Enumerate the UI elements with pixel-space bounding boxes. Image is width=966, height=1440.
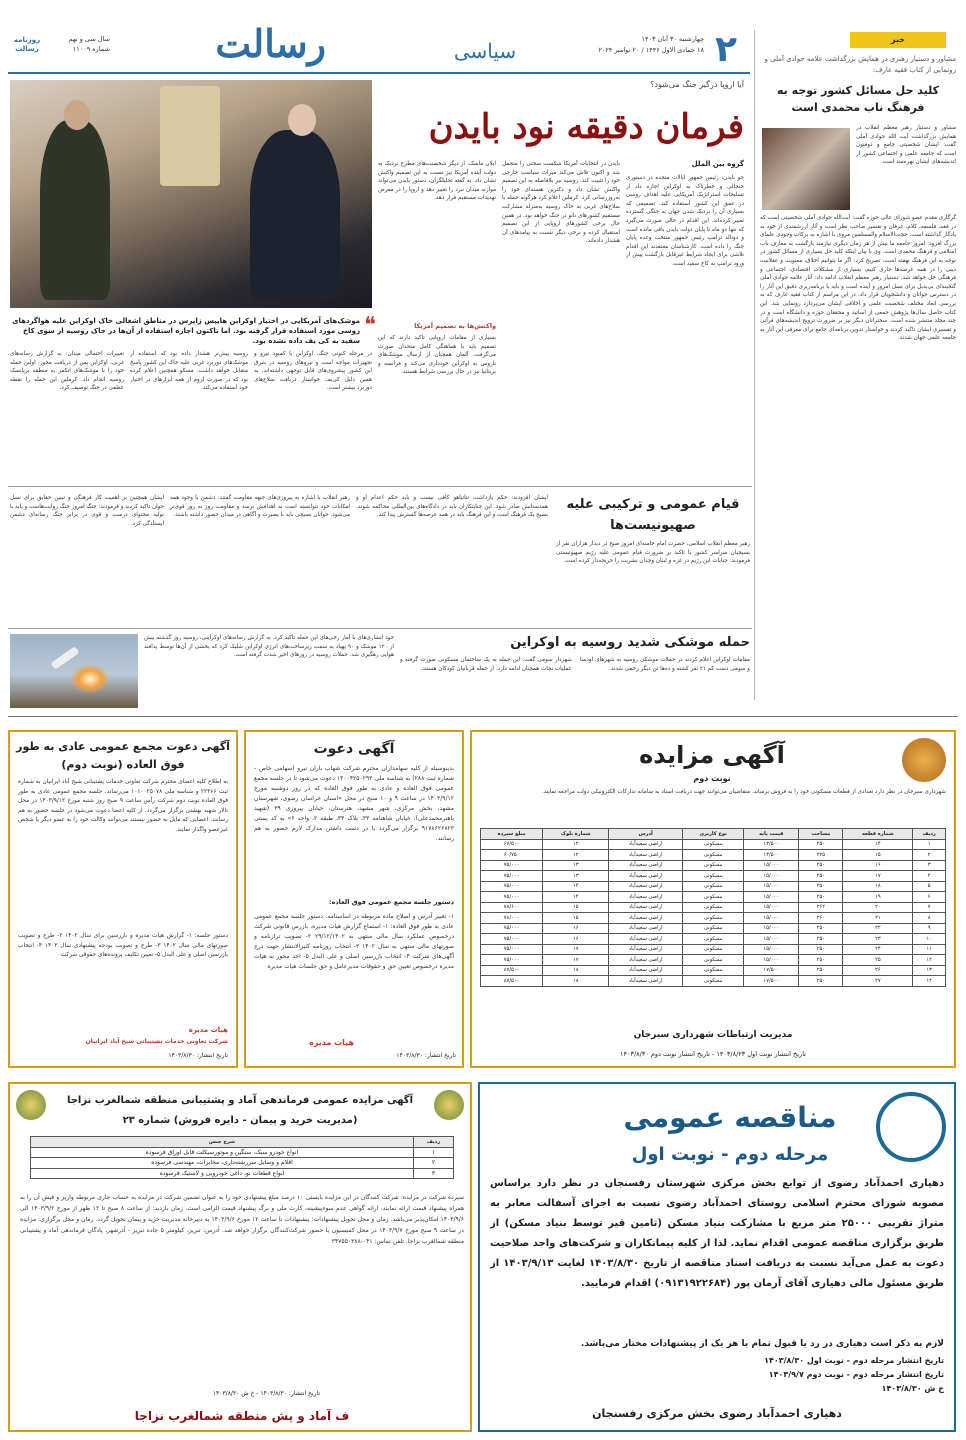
mozayede-table-cell: ۲۷ (843, 976, 913, 987)
mozayede-table-cell: ۱۴ (843, 839, 913, 850)
header-date (580, 34, 704, 64)
mozayede-table-header-cell: نوع کاربری (683, 829, 744, 840)
mozayede-table-cell: ۷۸/۶۰۰ (481, 902, 543, 913)
ad-mozayede-footer: مدیریت ارتباطات شهرداری سیرجان (633, 1030, 793, 1040)
ad-monaqese-note: لازم به ذکر است دهیاری در رد یا قبول تمام یا هر یک از پیشنهادات مختار می‌باشد. (580, 1339, 944, 1349)
main-photo (10, 80, 372, 308)
mozayede-table-row (481, 881, 946, 892)
mozayede-table-cell: ۱۲ (543, 850, 609, 861)
mozayede-table-cell: ۱۳ (543, 871, 609, 882)
mozayede-table-cell: اراضی سعیدآباد (609, 850, 683, 861)
mozayede-table-cell: مسکونی (683, 934, 744, 945)
missile-title[interactable]: حمله موشکی شدید روسیه به اوکراین (510, 635, 750, 650)
ad-monaqese-date1: تاریخ انتشار مرحله دوم - نوبت اول ۱۴۰۳/۸/۳۰ (764, 1356, 944, 1365)
mozayede-table-cell: ۲۲۵ (799, 850, 843, 861)
mozayede-table-cell: ۱۳ (543, 860, 609, 871)
mozayede-table-header-cell: شماره قطعه (843, 829, 913, 840)
ad-monaqese-title: مناقصه عمومی (623, 1101, 837, 1134)
mozayede-table-cell: ۷۸/۰۰۰ (481, 913, 543, 924)
sirjan-logo-icon (902, 738, 946, 782)
missile-col-3: خود انشاری‌های با آمار رخی‌های این حمله تاکید کرد. به گزارش رسانه‌های اوکراینی، روسیه روز گذشته بیش از ۱۲۰ موشک و ۹۰ پهپاد به سمت زیرساخت‌های انرژی اوکراین شلیک کرد که بخشی از آن‌ها توسط پدافند هوایی رهگیری شد. حملات روسیه در روزهای اخیر شدت گرفته است. (144, 635, 394, 659)
mozayede-table-row (481, 902, 946, 913)
mozayede-table-cell: ۷۵/۰۰۰ (481, 871, 543, 882)
mozayede-table-header-cell: شماره بلوک (543, 829, 609, 840)
article-col-2: بایدن در انتخابات آمریکا شکست سختی را متحمل شد و اکنون تلاش می‌کند میراث سیاست خارجی خود را تثبیت کند. روسیه نیز بلافاصله به این تصمیم واکنش نشان داد و دکترین هسته‌ای خود را به‌روزرسانی کرد. کرملین اعلام کرد هرگونه حمله با سلاح‌های غربی به خاک روسیه به‌منزله مشارکت مستقیم کشورهای ناتو در جنگ خواهد بود. در همین حال برخی کشورهای اروپایی از این تصمیم استقبال کرده و برخی دیگر نسبت به پیامدهای آن هشدار داده‌اند. (502, 161, 620, 245)
quote-icon: ❝ (364, 313, 376, 338)
ad-davat-title: آگهی دعوت (313, 741, 395, 757)
mozayede-table-cell: ۲۵۰ (799, 923, 843, 934)
mozayede-table-cell: ۱۵/۰۰۰ (744, 881, 799, 892)
mozayede-table-cell: مسکونی (683, 892, 744, 903)
mozayede-table-cell: ۷۵/۰۰۰ (481, 955, 543, 966)
divider-qiyam (8, 486, 752, 487)
mozayede-table-cell: ۷۵/۰۰۰ (481, 923, 543, 934)
ad-davat (244, 730, 464, 1068)
naja-table-row (31, 1158, 454, 1169)
photo-figure-left (40, 120, 110, 300)
mozayede-table-cell: مسکونی (683, 923, 744, 934)
mozayede-table-row (481, 892, 946, 903)
issue-year: سال سی و نهم (68, 35, 110, 43)
khabar-title[interactable]: کلید حل مسائل کشور توجه به فرهنگ ناب محمدی است (777, 84, 939, 114)
mozayede-table-cell: ۱۳/۵۰۰ (744, 839, 799, 850)
photo-figure-right (250, 130, 340, 300)
mozayede-table-cell: ۱۵ (543, 902, 609, 913)
mozayede-table-cell: ۱۲ (913, 955, 946, 966)
main-headline[interactable]: فرمان دقیقه نود بایدن (428, 107, 744, 147)
missile-col-1: مقامات اوکراین اعلام کردند در حملات موشکی روسیه به شهرهای اودسا و سومی دست کم ۲۱ نفر کشته و ده‌ها تن دیگر زخمی شدند. (580, 657, 750, 672)
mozayede-table-cell: ۶۰/۷۵۰ (481, 850, 543, 861)
divider-missile (8, 628, 752, 629)
khabar-tag: خبر (850, 32, 946, 48)
mozayede-table-cell: ۱۲ (543, 839, 609, 850)
ad-majma-body: به اطلاع کلیه اعضای محترم شرکت تعاونی خدمات پشتیبانی شیخ آباد ایرانیان به شماره ثبت ۲۲۴۶۶ و شناسه ملی ۱۰۱۰۰۲۵۰۷۸ می‌رساند، جلسه مجمع عمومی عادی به طور فوق العاده نوبت دوم شرکت رأس ساعت ۹ صبح روز شنبه مورخ ۱۴۰۳/۹/۱۲ در محل تالار شهید بهشتی برگزار می‌گردد. از کلیه اعضا دعوت می‌شود در جلسه حضور به هم رسانند. اعضایی که مایل به حضور نیستند می‌توانند وکالت خود را به عضو دیگر یا شخص غیرعضو واگذار نمایند. (18, 779, 228, 833)
khabar-kicker: مشاور و دستیار رهبری در همایش بزرگداشت علامه جوادی آملی و رونمایی از کتاب فقیه عارف: (764, 55, 956, 74)
mozayede-table-cell: ۱۷/۵۰۰ (744, 976, 799, 987)
ad-mozayede-subtitle: نوبت دوم (693, 774, 731, 783)
naja-table-cell: ۳ (413, 1168, 453, 1179)
mozayede-table-cell: ۱۵/۰۰۰ (744, 892, 799, 903)
mozayede-table-cell: ۲۵۰ (799, 976, 843, 987)
mozayede-table-header-cell: مساحت (799, 829, 843, 840)
mozayede-table-cell: ۱۸ (543, 976, 609, 987)
ad-majma-org: شرکت تعاونی خدمات پشتیبانی شیخ آباد ایرانیان (85, 1038, 228, 1045)
article-col-3b: بسیاری از مقامات اروپایی تاکید دارند که این تصمیم باید با هماهنگی کامل متحدان صورت می‌گرفت. آلمان همچنان از ارسال موشک‌های تاروس به اوکراین خودداری می‌کند و فرانسه و بریتانیا نیز در حال بررسی شرایط هستند. (378, 335, 496, 376)
mozayede-table-cell: ۷۵/۰۰۰ (481, 934, 543, 945)
qiyam-col-3: رهبر انقلاب با اشاره به پیروزی‌های جبهه مقاومت گفتند: دشمن با وجود همه امکانات خود نتوانسته است به اهدافش برسد و مقاومت روز به روز قوی‌تر می‌شود. جوانان بسیجی باید با بصیرت و آگاهی در میدان حضور داشته باشند. (170, 495, 350, 519)
mozayede-table-header-cell: قیمت پایه (744, 829, 799, 840)
mozayede-table-cell: ۱۵/۰۰۰ (744, 955, 799, 966)
ad-mozayede-table (480, 828, 946, 987)
sidebar-divider (754, 30, 755, 700)
mozayede-table-cell: ۲۵۰ (799, 955, 843, 966)
ad-monaqese-date2: تاریخ انتشار مرحله دوم - نوبت دوم ۱۴۰۳/۹/۷ (768, 1370, 944, 1379)
qiyam-col-2: ایشان افزودند: حکم بازداشت نتانیاهو کافی نیست و باید حکم اعدام او و همدستانش صادر شود. این جنایتکاران باید در دادگاه‌های بین‌المللی محاکمه شوند. بسیج یک فرهنگ است و این فرهنگ باید در همه عرصه‌ها گسترش پیدا کند. (356, 495, 548, 519)
mozayede-table-cell: ۱۵/۰۰۰ (744, 871, 799, 882)
ad-mozayede (470, 730, 956, 1068)
mozayede-table-cell: ۴ (913, 871, 946, 882)
mozayede-table-cell: مسکونی (683, 871, 744, 882)
naja-table-cell: ۱ (413, 1147, 453, 1158)
article-col-3: ایلان ماسک، از دیگر شخصیت‌های مطرح نزدیک به دولت آینده آمریکا نیز نسبت به این تصمیم واکنش نشان داد. به گفته تحلیلگران، دستور بایدن می‌تواند موازنه میدان نبرد را تغییر دهد و اروپا را در معرض تهدیدات مستقیم قرار دهد. (378, 161, 496, 202)
mozayede-table-cell: ۲۵۰ (799, 871, 843, 882)
mozayede-table-cell: ۷۵/۰۰۰ (481, 944, 543, 955)
section-title: سیاسی (453, 39, 517, 63)
ad-davat-date: تاریخ انتشار: ۱۴۰۳/۸/۳۰ (396, 1052, 456, 1059)
mozayede-table-cell: ۱۶ (543, 923, 609, 934)
mozayede-table-cell: ۱۴ (543, 881, 609, 892)
ad-monaqese (478, 1082, 956, 1432)
mozayede-table-cell: مسکونی (683, 839, 744, 850)
mozayede-table-cell: اراضی سعیدآباد (609, 839, 683, 850)
article-col-1: جو بایدن، رئیس جمهور ایالات متحده در دستوری جنجالی و خطرناک به اوکراین اجازه داد از تسلیحات استراتژیک آمریکایی علیه اهداف روسی در عمق این کشور استفاده کند. تصمیمی که بسیاری آن را نزدیک شدن جهان به جنگی گسترده تعبیر کرده‌اند. این اقدام در حالی صورت می‌گیرد که تنها دو ماه تا پایان دولت بایدن باقی مانده است و دونالد ترامپ رئیس جمهور منتخب وعده پایان جنگ را داده است. کارشناسان معتقدند این اقدام تلاشی برای ایجاد شرایط غیرقابل بازگشت پیش از ورود ترامپ به کاخ سفید است. (626, 175, 744, 267)
mozayede-table-cell: اراضی سعیدآباد (609, 965, 683, 976)
ad-davat-agenda: ۱- تغییر آدرس و اصلاح ماده مربوطه در اساسنامه. دستور جلسه مجمع عمومی عادی به طور فوق العاده: ۱- استماع گزارش هیات مدیره، بازرس قانونی شرکت درخصوص عملکرد سال مالی منتهی به ۲۹/۱۲/۱۴۰۲ ۲- تصویب ترازنامه و صورتهای مالی منتهی به سال ۱۴۰۲ ۳- انتخاب روزنامه کثیرالانتشار جهت درج آگهی‌های شرکت ۴- انتخاب بازرسین اصلی و علی البدل ۵- اخذ مجوز به هیات مدیره درخصوص تعیین حق و حقوقات مدیرعامل و حق جلسات هیات مدیره (254, 913, 454, 970)
mozayede-table-cell: ۷۵/۰۰۰ (481, 892, 543, 903)
header-rule (8, 72, 750, 74)
naja-table-cell: انواع قطعات نو، داغی خودرویی و لاستیک فرسوده (31, 1168, 414, 1179)
main-kicker: آیا اروپا درگیر جنگ می‌شود؟ (650, 80, 744, 89)
mozayede-table-cell: اراضی سعیدآباد (609, 934, 683, 945)
mozayede-table-cell: ۹ (913, 923, 946, 934)
ad-naja-footer: ف آماد و پش منطقه شمالغرب نزاجا (134, 1409, 350, 1423)
mozayede-table-cell: ۱۵/۰۰۰ (744, 902, 799, 913)
mozayede-table-cell: ۸۷/۵۰۰ (481, 965, 543, 976)
naja-table-header-cell: ردیف (413, 1137, 453, 1148)
mozayede-table-cell: ۱۹ (843, 892, 913, 903)
ad-davat-sign: هیات مدیره (309, 1038, 354, 1047)
mozayede-table-cell: اراضی سعیدآباد (609, 881, 683, 892)
mozayede-table-cell: مسکونی (683, 965, 744, 976)
mozayede-table-row (481, 965, 946, 976)
ad-davat-body: بدینوسیله از کلیه سهامداران محترم شرکت شهاب باران نیرو (سهامی خاص - شماره ثبت ۲۸۸) به شناسه ملی ۱۴۰۰۴۲۵۰۲۹۳ دعوت می‌شود تا در جلسه مجمع عمومی فوق العاده و عادی به طور فوق العاده که در روز دوشنبه مورخ ۱۴۰۳/۹/۱۲ در ساعت ۹ و ۱۰ صبح در محل «استان خراسان رضوی، شهرستان مشهد، بخش مرکزی، شهر مشهد، هنرستان، خیابان پیروزی ۳۹ (شهید باهنرمحمدعلی)، خیابان شاهنامه ۳۳، پلاک ۳۴، طبقه ۲، واحد ۶» به کد پستی ۹۱۷۸۶۲۶۸۲۳ برگزار می‌گردد با در دست داشتن مدارک لازم حضور به هم رسانند. (254, 765, 454, 842)
ad-monaqese-footer: دهیاری احمدآباد رضوی بخش مرکزی رفسنجان (592, 1407, 842, 1420)
ad-mozayede-table-wrap (480, 828, 946, 1024)
naja-logo-right-icon (434, 1090, 464, 1120)
mozayede-table-cell: اراضی سعیدآباد (609, 923, 683, 934)
mozayede-table-cell: ۱۵/۰۰۰ (744, 913, 799, 924)
mozayede-table-cell: ۱۶ (543, 934, 609, 945)
photo-face-left (64, 100, 90, 130)
mozayede-table-cell: ۲۱ (843, 913, 913, 924)
naja-table-cell: اقلام و وسایل سررشته‌داری، مخابرات، مهندسی فرسوده (31, 1158, 414, 1169)
divider-ads (8, 716, 958, 717)
mozayede-table-cell: ۶۷/۵۰۰ (481, 839, 543, 850)
mozayede-table-cell: ۲۵ (843, 955, 913, 966)
mozayede-table-cell: ۲۶ (843, 965, 913, 976)
khabar-photo (762, 128, 850, 210)
mozayede-table-row (481, 976, 946, 987)
mozayede-table-cell: مسکونی (683, 913, 744, 924)
mozayede-table-cell: مسکونی (683, 860, 744, 871)
issue-number: شماره ۱۱۰۰۹ (72, 45, 110, 53)
missile-col-2: شهردار سومی گفت: این حمله به یک ساختمان مسکونی صورت گرفته و عملیات نجات همچنان ادامه دارد. از جمله قربانیان کودکان هستند. (400, 657, 572, 672)
mozayede-table-cell: ۵ (913, 881, 946, 892)
mozayede-table-cell: ۱۵/۰۰۰ (744, 923, 799, 934)
mozayede-table-cell: مسکونی (683, 850, 744, 861)
mozayede-table-cell: اراضی سعیدآباد (609, 913, 683, 924)
date-persian: چهارشنبه ۳۰ آبان ۱۴۰۳ (641, 35, 704, 43)
mozayede-table-cell: مسکونی (683, 881, 744, 892)
mozayede-table-cell: ۱۵ (843, 850, 913, 861)
naja-logo-left-icon (16, 1090, 46, 1120)
mozayede-table-cell: ۸۷/۵۰۰ (481, 976, 543, 987)
mozayede-table-cell: اراضی سعیدآباد (609, 860, 683, 871)
mozayede-table-cell: ۱ (913, 839, 946, 850)
qiyam-col-4: ایشان همچنین بر اهمیت کار فرهنگی و تبیین حقایق برای نسل جوان تاکید کردند و فرمودند: جنگ امروز جنگ روایت‌هاست و باید با تولید محتوای درست و قوی در برابر جنگ رسانه‌ای دشمن ایستادگی کرد. (10, 495, 164, 527)
mozayede-table-cell: اراضی سعیدآباد (609, 871, 683, 882)
ad-naja-table-wrap (30, 1136, 454, 1186)
ad-monaqese-body: دهیاری احمدآباد رضوی از توابع بخش مرکزی شهرستان رفسنجان در نظر دارد براساس مصوبه شورای محترم اسلامی روستای احمدآباد رضوی نسبت به اجرای آسفالت معابر به متراژ تقریبی ۲۵۰۰۰ متر مربع با مشارکت بنیاد مسکن (تامین قیر توسط بنیاد مسکن) از طریق برگزاری مناقصه عمومی اقدام نماید. لذا از کلیه پیمانکاران و شرکت‌های واجد صلاحیت دعوت به عمل می‌آید نسبت به دریافت اسناد مناقصه از تاریخ ۱۴۰۳/۸/۳۰ لغایت ۱۴۰۳/۹/۱۳ از طریق مسئول مالی دهیاری آقای آرمان پور (۰۹۱۳۱۹۲۲۶۸۴) اقدام فرمایید. (490, 1178, 944, 1289)
ad-majma-agenda: دستور جلسه: ۱- گزارش هیات مدیره و بازرسین برای سال ۱۴۰۲ ۲- طرح و تصویب صورتهای مالی سال ۱۴۰۲ ۳- طرح و تصویب بودجه پیشنهادی سال ۱۴۰۳ ۴- انتخاب بازرسین اصلی و علی البدل ۵- تعیین تکلیف پرونده‌های حقوقی شرکت (18, 933, 228, 959)
mozayede-table-cell: اراضی سعیدآباد (609, 892, 683, 903)
mozayede-table-cell: ۲۵۰ (799, 839, 843, 850)
mozayede-table-row (481, 923, 946, 934)
naja-table-cell: ۲ (413, 1158, 453, 1169)
ad-naja-table (30, 1136, 454, 1179)
ad-naja-title: آگهی مزایده عمومی فرماندهی آماد و پشتیبانی منطقه شمالغرب نزاجا (66, 1095, 414, 1106)
mozayede-table-cell: ۱۷/۵۰۰ (744, 965, 799, 976)
mozayede-table-cell: ۱۰ (913, 934, 946, 945)
mozayede-table-cell: اراضی سعیدآباد (609, 902, 683, 913)
mozayede-table-cell: ۱۵ (543, 913, 609, 924)
mozayede-table-cell: اراضی سعیدآباد (609, 955, 683, 966)
mozayede-table-cell: ۱۳/۵۰۰ (744, 850, 799, 861)
naja-table-cell: انواع خودرو سبک، سنگین و موتورسیکلت قابل اوراق فرسوده (31, 1147, 414, 1158)
mozayede-table-cell: ۲۵۰ (799, 965, 843, 976)
mozayede-table-cell: ۲۴ (843, 944, 913, 955)
dehyari-logo-icon (876, 1092, 946, 1162)
mozayede-table-cell: ۲۵۰ (799, 944, 843, 955)
ad-mozayede-title: آگهی مزایده (639, 741, 785, 769)
mozayede-table-cell: ۸ (913, 913, 946, 924)
ad-mozayede-dates: تاریخ انتشار نوبت اول ۱۴۰۳/۸/۲۳ - تاریخ انتشار نوبت دوم ۱۴۰۳/۸/۳۰ (620, 1050, 806, 1058)
mozayede-table-row (481, 839, 946, 850)
mozayede-table-cell: ۱۷ (543, 955, 609, 966)
masthead-small-logo: روزنامه رسالت (13, 36, 41, 53)
mozayede-table-row (481, 955, 946, 966)
mozayede-table-cell: ۱۴ (913, 976, 946, 987)
mozayede-table-cell: ۱۳ (913, 965, 946, 976)
ad-monaqese-code: خ ش ۱۴۰۳/۸/۳۰ (881, 1384, 944, 1393)
mozayede-table-cell: ۲۲ (843, 923, 913, 934)
mozayede-table-cell: مسکونی (683, 976, 744, 987)
naja-table-header-cell: شرح جنس (31, 1137, 414, 1148)
article-subheading: واکنش‌ها به تصمیم آمریکا (414, 322, 496, 330)
mozayede-table-cell: ۱۷ (543, 944, 609, 955)
mozayede-table-cell: ۱۴ (543, 892, 609, 903)
mozayede-table-cell: ۱۸ (843, 881, 913, 892)
mozayede-table-cell: اراضی سعیدآباد (609, 976, 683, 987)
qiyam-title[interactable]: قیام عمومی و ترکیبی علیه صهیونیست‌ها (566, 497, 740, 533)
mozayede-table-cell: ۱۸ (543, 965, 609, 976)
mozayede-table-cell: ۳ (913, 860, 946, 871)
mozayede-table-cell: ۶ (913, 892, 946, 903)
mozayede-table-row (481, 850, 946, 861)
masthead-logo: رسالت (215, 21, 326, 66)
khabar-lead: مشاور و دستیار رهبر معظم انقلاب در همایش بزرگداشت آیت الله جوادی آملی گفت: ایشان شخصیتی جامع و ذوفنون است که جامعه علمی و اجتماعی کشور از اندیشه‌های ایشان بهره‌مند است. (856, 125, 956, 166)
ad-majma (8, 730, 238, 1068)
mozayede-table-row (481, 934, 946, 945)
mozayede-table-cell: ۲ (913, 850, 946, 861)
mozayede-table-row (481, 871, 946, 882)
date-hijri-gregorian: ۱۸ جمادی الاول ۱۴۴۶ / ۲۰ نوامبر ۲۰۲۴ (598, 46, 704, 54)
ad-monaqese-subtitle: مرحله دوم - نوبت اول (631, 1144, 829, 1165)
mozayede-table-cell: ۲۰ (843, 902, 913, 913)
mozayede-table-cell: ۱۷ (843, 871, 913, 882)
ad-majma-sign: هیات مدیره (188, 1026, 228, 1034)
mozayede-table-cell: ۱۵/۰۰۰ (744, 860, 799, 871)
ad-davat-agenda-title: دستور جلسه مجمع عمومی فوق العاده: (328, 898, 454, 906)
mozayede-table-cell: اراضی سعیدآباد (609, 944, 683, 955)
mozayede-table-cell: ۱۱ (913, 944, 946, 955)
mozayede-table-cell: ۲۵۰ (799, 934, 843, 945)
mozayede-table-cell: ۲۶۰ (799, 913, 843, 924)
naja-table-row (31, 1168, 454, 1179)
missile-flame (70, 664, 110, 694)
ad-majma-title: آگهی دعوت مجمع عمومی عادی به طور فوق العاده (نوبت دوم) (16, 740, 230, 771)
ad-majma-date: تاریخ انتشار: ۱۴۰۳/۸/۳۰ (168, 1052, 228, 1059)
qiyam-col-1: رهبر معظم انقلاب اسلامی، حضرت امام خامنه‌ای امروز صبح در دیدار هزاران نفر از بسیجیان سراسر کشور با تاکید بر ضرورت قیام عمومی علیه رژیم صهیونیستی فرمودند: جنایات این رژیم در غزه و لبنان وجدان بشریت را جریحه‌دار کرده است. (556, 541, 750, 565)
ad-naja (8, 1082, 472, 1432)
article-author: گروه بین الملل (691, 160, 744, 168)
mozayede-table-header-cell: ردیف (913, 829, 946, 840)
article-col-4: در مرحله کنونی جنگ، اوکراین با کمبود نیرو و تجهیزات مواجه است و نیروهای روسیه در شرق این کشور پیشروی‌های قابل توجهی داشته‌اند. به همین دلیل کی‌یف خواستار دریافت سلاح‌های دوربرد بیشتر است. (254, 351, 372, 392)
ad-naja-body: سپرده شرکت در مزایده: شرکت کنندگان در این مزایده بایستی ۱۰ درصد مبلغ پیشنهادی خود را به عنوان تضمین شرکت در مزایده به حساب جاری مربوطه واریز و فیش آن را به همراه پیشنهاد قیمت ارائه نمایند. ارائه گواهی عدم سوءپیشینه، کارت ملی و برگ پیشنهاد قیمت الزامی است. زمان بازدید: از ساعت ۸ صبح تا ۱۲ ظهر از مورخ ۱۴۰۳/۹/۲ الی ۱۴۰۳/۹/۶ امکان‌پذیر می‌باشد. زمان و محل تحویل پیشنهادات: پیشنهادات تا ساعت ۱۲ مورخ ۱۴۰۳/۹/۶ به دبیرخانه مدیریت خرید و پیمان تحویل گردد. زمان و محل برگزاری: مزایده در ساعت ۹ صبح مورخ ۱۴۰۳/۹/۷ در محل کمیسیون با حضور شرکت‌کنندگان برگزار خواهد شد. آدرس: تبریز، کیلومتر ۵ جاده تبریز - آذرشهر، پادگان فرماندهی آماد و پشتیبانی منطقه شمالغرب نزاجا. تلفن تماس: ۰۴۱-۳۴۷۵۵۰۳۸۸ (20, 1194, 464, 1245)
article-col-6: تغییرات احتمالی میدان: به گزارش رسانه‌های غربی، اوکراین پس از دریافت مجوز، اولین حمله خود را با موشک‌های اتکمز به منطقه بریانسک روسیه انجام داد. کرملین این حمله را نقطه عطفی در جنگ توصیف کرد. (10, 351, 124, 392)
mozayede-table-header-cell: مبلغ سپرده (481, 829, 543, 840)
mozayede-table-cell: ۷۵/۰۰۰ (481, 860, 543, 871)
photo-face-right (288, 104, 316, 136)
mozayede-table-cell: ۲۵۰ (799, 881, 843, 892)
photo-caption: موشک‌های آمریکایی در اختیار اوکراین هایپس زاپرس در مناطق اشغالی خاک اوکراین علیه هواگردهای روسی مورد استفاده قرار گرفته بود. اما تاکنون اجازه استفاده از آن‌ها در خاک روسیه از سوی کاخ سفید به کی یف داده نشده بود. (12, 317, 360, 345)
mozayede-table-cell: ۷ (913, 902, 946, 913)
mozayede-table-row (481, 913, 946, 924)
ad-mozayede-intro: شهرداری سیرجان در نظر دارد تعدادی از قطعات مسکونی خود را به فروش برساند. متقاضیان می‌توانند جهت دریافت اسناد به سامانه تدارکات الکترونیکی دولت مراجعه نمایند. (541, 789, 946, 795)
khabar-body: گرگاری مقدم عضو شورای عالی حوزه گفت: آیت‌الله جوادی آملی شخصیتی است که در فقه، فلسفه، کلام، عرفان و تفسیر صاحب نظر است و آثار ارزشمندی از خود به یادگار گذاشته است. حجت‌الاسلام والمسلمین مروی با اشاره به برکات وجودی علمای بزرگ افزود: امروز جامعه ما بیش از هر زمان دیگری نیازمند بازگشت به معارف ناب اسلامی و فرهنگ محمدی است. وی با بیان اینکه کلید حل بسیاری از مسائل کشور در توجه به این فرهنگ نهفته است، تصریح کرد: اگر ما بتوانیم اخلاق، معنویت و عقلانیت دینی را در همه عرصه‌ها جاری کنیم، بسیاری از مشکلات اقتصادی، اجتماعی و فرهنگی حل خواهد شد. دستیار رهبر معظم انقلاب ادامه داد: آثار علامه جوادی آملی گنجینه‌ای بی‌بدیل برای نسل امروز و آینده است و باید با برنامه‌ریزی دقیق این آثار را در دسترس جوانان و دانشجویان قرار داد. در این مراسم از کتاب فقیه عارف که به بررسی ابعاد مختلف شخصیت علمی و اخلاقی ایشان می‌پردازد رونمایی شد. این کتاب حاصل سال‌ها پژوهش جمعی از اساتید و محققان حوزه و دانشگاه است و در چند مجلد منتشر شده است. سخنرانان دیگر نیز بر ضرورت ترویج اندیشه‌های قرآنی و تفسیری ایشان تاکید کردند و خواستار تدوین برنامه‌ای جامع برای معرفی این آثار به جامعه علمی جهان شدند. (760, 215, 956, 342)
mozayede-table-row (481, 860, 946, 871)
mozayede-table-cell: مسکونی (683, 955, 744, 966)
mozayede-table-cell: ۲۶۲ (799, 902, 843, 913)
mozayede-table-cell: ۲۵۰ (799, 892, 843, 903)
photo-background-frame (160, 86, 220, 186)
mozayede-table-cell: ۱۵/۰۰۰ (744, 934, 799, 945)
missile-photo (10, 634, 138, 708)
ad-naja-dates: تاریخ انتشار: ۱۴۰۳/۸/۳۰ - خ ش ۱۴۰۳/۸/۳۰ (212, 1390, 320, 1397)
mozayede-table-cell: مسکونی (683, 902, 744, 913)
article-col-5: روسیه پیش‌تر هشدار داده بود که استفاده از موشک‌های دوربرد غربی علیه خاک این کشور پاسخ متقابل خواهد داشت. مسکو همچنین اعلام کرده بود که در صورت لزوم از همه ابزارهای در اختیار خود استفاده می‌کند. (130, 351, 248, 392)
mozayede-table-cell: ۱۶ (843, 860, 913, 871)
ad-naja-subtitle: (مدیریت خرید و پیمان - دایره فروش) شماره ۲۳ (122, 1115, 358, 1126)
page-number: ۲ (715, 29, 737, 70)
mozayede-table-cell: ۲۵۰ (799, 860, 843, 871)
issue-info (50, 34, 110, 64)
mozayede-table-cell: ۷۵/۰۰۰ (481, 881, 543, 892)
mozayede-table-header-cell: آدرس (609, 829, 683, 840)
mozayede-table-cell: ۱۵/۰۰۰ (744, 944, 799, 955)
naja-table-row (31, 1147, 454, 1158)
mozayede-table-cell: ۲۳ (843, 934, 913, 945)
mozayede-table-cell: مسکونی (683, 944, 744, 955)
mozayede-table-row (481, 944, 946, 955)
